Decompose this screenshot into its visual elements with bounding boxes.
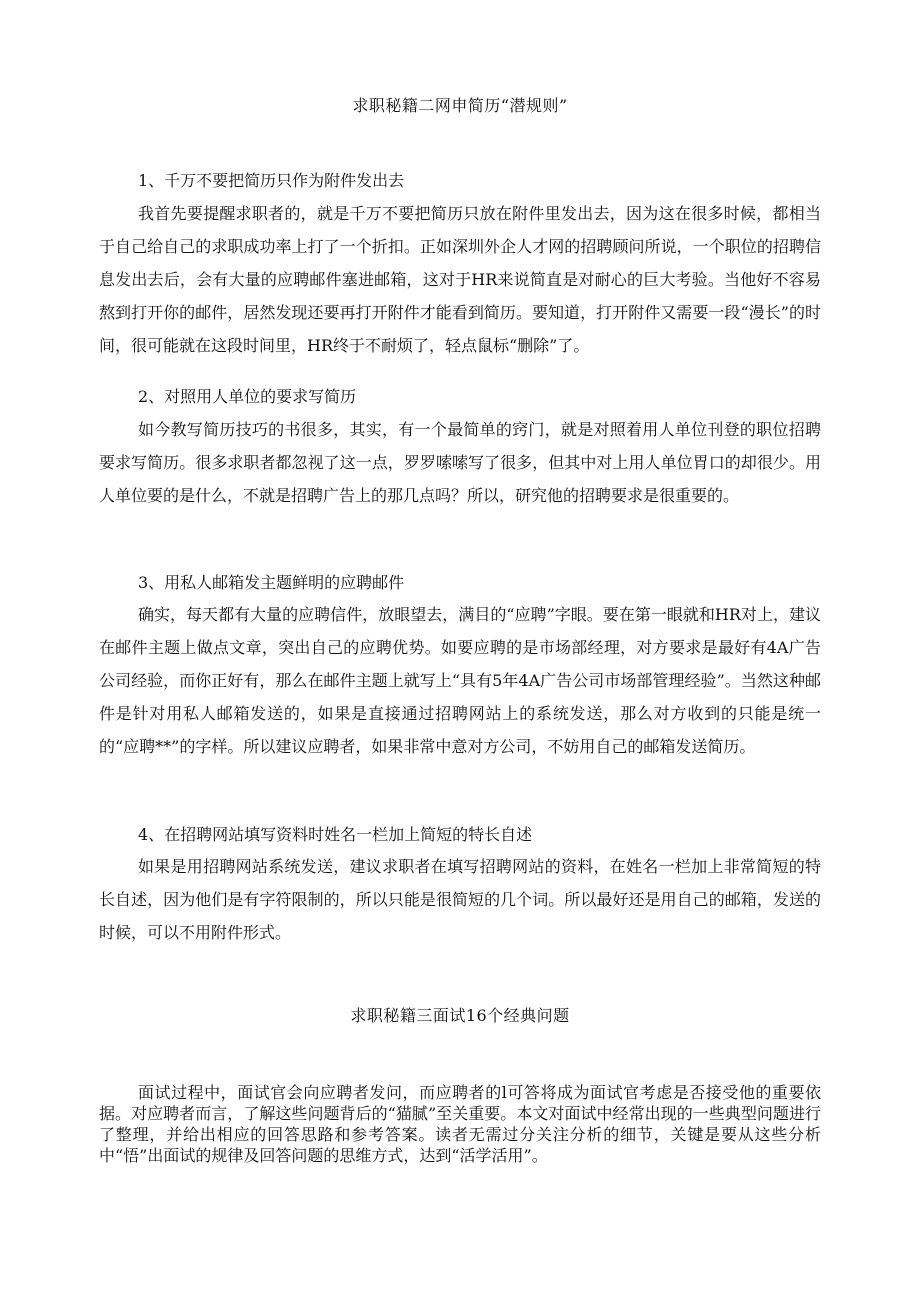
- section-title-resume-rules: 求职秘籍二网申简历“潜规则”: [352, 96, 568, 115]
- heading-item-1: 1、千万不要把简历只作为附件发出去: [138, 171, 405, 190]
- heading-item-4: 4、在招聘网站填写资料时姓名一栏加上简短的特长自述: [138, 825, 533, 844]
- heading-item-2: 2、对照用人单位的要求写简历: [138, 387, 357, 406]
- paragraph-item-4: 如果是用招聘网站系统发送，建议求职者在填写招聘网站的资料，在姓名一栏加上非常简短的特长自述，因为他们是有字符限制的，所以只能是很简短的几个词。所以最好还是用自己的邮箱，发送的时候，可以不用附件形式。: [99, 857, 821, 942]
- paragraph-interview-intro: 面试过程中，面试官会向应聘者发问，而应聘者的l可答将成为面试官考虑是否接受他的重要依据。对应聘者而言，了解这些问题背后的“猫腻”至关重要。本文对面试中经常出现的一些典型问题进行了整理，并给出相应的回答思路和参考答案。读者无需过分关注分析的细节，关键是要从这些分析中“悟”出面试的规律及回答问题的思维方式，达到“活学活用”。: [99, 1083, 821, 1165]
- section-title-interview-questions: 求职秘籍三面试16个经典问题: [350, 1006, 570, 1025]
- heading-item-3: 3、用私人邮箱发主题鲜明的应聘邮件: [138, 573, 405, 592]
- paragraph-item-1: 我首先要提醒求职者的，就是千万不要把简历只放在附件里发出去，因为这在很多时候，都相当于自己给自己的求职成功率上打了一个折扣。正如深圳外企人才网的招聘顾问所说，一个职位的招聘信息发出去后，会有大量的应聘邮件塞进邮箱，这对于HR来说简直是对耐心的巨大考验。当他好不容易熬到打开你的邮件，居然发现还要再打开附件才能看到简历。要知道，打开附件又需要一段“漫长”的时间，很可能就在这段时间里，HR终于不耐烦了，轻点鼠标“删除”了。: [99, 204, 821, 355]
- paragraph-item-3: 确实，每天都有大量的应聘信件，放眼望去，满目的“应聘”字眼。要在第一眼就和HR对上，建议在邮件主题上做点文章，突出自己的应聘优势。如要应聘的是市场部经理，对方要求是最好有4A广告公司经验，而你正好有，那么在邮件主题上就写上“具有5年4A广告公司市场部管理经验”。当然这种邮件是针对用私人邮箱发送的，如果是直接通过招聘网站上的系统发送，那么对方收到的只能是统一的“应聘**”的字样。所以建议应聘者，如果非常中意对方公司，不妨用自己的邮箱发送简历。: [99, 605, 821, 756]
- paragraph-item-2: 如今教写简历技巧的书很多，其实，有一个最简单的窍门，就是对照着用人单位刊登的职位招聘要求写简历。很多求职者都忽视了这一点，罗罗嗦嗦写了很多，但其中对上用人单位胃口的却很少。用人单位要的是什么，不就是招聘广告上的那几点吗？所以，研究他的招聘要求是很重要的。: [99, 420, 821, 505]
